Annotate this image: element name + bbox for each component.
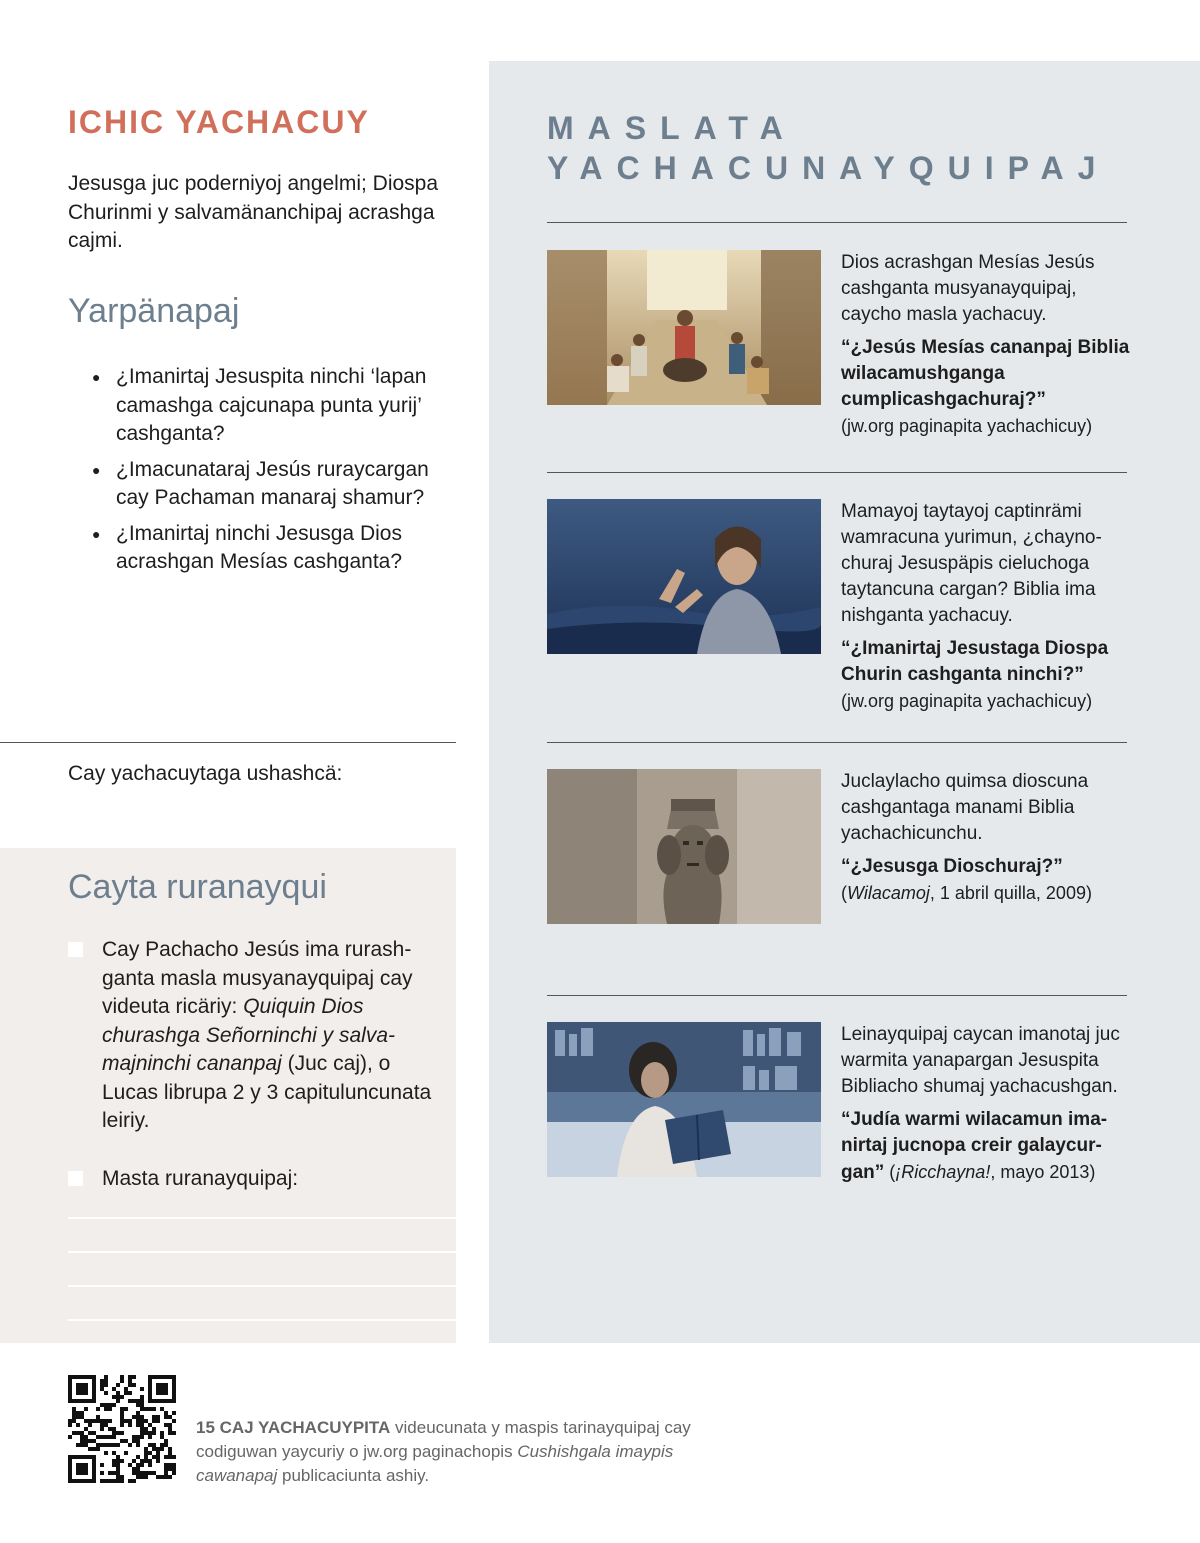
review-question: ● ¿Imanirtaj ninchi Jesusga Dios acrashgan Mesías cashganta? — [92, 520, 442, 577]
article-desc: Dios acrashgan Mesías Jesús cashganta musyanayquipaj, caycho masla yachacuy. — [841, 252, 1095, 325]
article-image-woman-reading — [547, 1022, 821, 1177]
article-card[interactable] — [547, 499, 1127, 711]
article-title-line: “Judía warmi wilacamun imanirtaj jucnopa creir galaycurgan” (¡Ricchayna!, mayo 2013) — [841, 1109, 1108, 1183]
article-desc: Leinayquipaj caycan imanotaj juc warmita yanapargan Jesuspita Bibliacho shumaj yachacushgan. — [841, 1024, 1120, 1097]
article-title[interactable]: “Judía warmi wilacamun imanirtaj jucnopa creir galaycurgan” — [841, 1109, 1108, 1183]
article-desc: Juclaylacho quimsa dioscuna cashgantaga manami Biblia yachachicunchu. — [841, 771, 1089, 844]
article-card[interactable] — [547, 769, 1127, 969]
article-body — [841, 499, 1131, 714]
article-desc: Mamayoj taytayoj captinrämi wamracuna yurimun, ¿chaynochuraj Jesuspäpis cieluchoga taytancuna cargan? Biblia ima nishganta yachacuy. — [841, 501, 1102, 626]
goal-item — [68, 1165, 438, 1194]
article-card[interactable] — [547, 1022, 1127, 1222]
review-question: ● ¿Imanirtaj Jesuspita ninchi ‘lapan camashga cajcunapa punta yurij’ cashganta? — [92, 363, 442, 449]
article-source: (Wilacamoj, 1 abril quilla, 2009) — [841, 883, 1092, 903]
goal-item — [68, 936, 438, 1136]
article-image-jesus-praying — [547, 499, 821, 654]
video-title: Quiquin Dios churashga Señorninchi y salvamajninchi cananpaj — [102, 995, 396, 1075]
article-source: (jw.org paginapita yachachicuy) — [841, 416, 1093, 436]
review-questions — [92, 363, 442, 584]
qr-code[interactable] — [68, 1375, 176, 1483]
footer-note: 15 CAJ YACHACUYPITA videucunata y maspis tarinayquipaj cay codiguwan yaycuriy o jw.org paginachopis Cushishgala imaypis cawanapaj publicaciunta ashiy. — [196, 1418, 691, 1485]
writing-line[interactable] — [68, 1217, 456, 1219]
writing-line[interactable] — [68, 1285, 456, 1287]
writing-line[interactable] — [68, 1319, 456, 1321]
goal-checkbox[interactable] — [68, 942, 83, 957]
review-heading: Yarpänapaj — [68, 292, 240, 330]
learn-more-heading: MASLATA YACHACUNAYQUIPAJ — [547, 110, 1110, 186]
goal-text: Cay Pachacho Jesús ima rurashganta masla musyanayquipaj cay videuta ricäriy: Quiquin Dios churashga Señorninchi y salvamajninchi cananpaj (Juc caj), o Lucas librupa 2 y 3 capituluncunata leiriy. — [102, 938, 432, 1132]
article-source: (jw.org paginapita yachachicuy) — [841, 691, 1093, 711]
divider — [547, 995, 1127, 996]
article-title[interactable]: “¿Jesusga Dioschuraj?” — [841, 856, 1063, 877]
article-body — [841, 769, 1131, 906]
article-title[interactable]: “¿Imanirtaj Jesustaga Diospa Churin cashganta ninchi?” — [841, 638, 1109, 685]
divider — [0, 742, 456, 743]
article-image-three-faced-statue — [547, 769, 821, 924]
review-question: ● ¿Imacunataraj Jesús ruraycargan cay Pachaman manaraj shamur? — [92, 456, 442, 513]
divider — [547, 222, 1127, 223]
article-image-triumphal-entry — [547, 250, 821, 405]
goals-heading: Cayta ruranayqui — [68, 868, 327, 906]
goal-text: Masta ruranayquipaj: — [102, 1167, 299, 1190]
article-card[interactable] — [547, 250, 1130, 450]
divider — [547, 472, 1127, 473]
article-body — [841, 250, 1131, 439]
summary-text: Jesusga juc poderniyoj angelmi; Diospa Churinmi y salvamänanchipaj acrashga cajmi. — [68, 172, 439, 252]
divider — [547, 742, 1127, 743]
writing-line[interactable] — [68, 1251, 456, 1253]
summary-heading: ICHIC YACHACUY — [68, 104, 370, 140]
article-body — [841, 1022, 1131, 1186]
article-title[interactable]: “¿Jesús Mesías cananpaj Biblia wilacamushganga cumplicashgachuraj?” — [841, 337, 1130, 410]
notes-label: Cay yachacuytaga ushashcä: — [68, 762, 343, 785]
goal-checkbox[interactable] — [68, 1171, 83, 1186]
